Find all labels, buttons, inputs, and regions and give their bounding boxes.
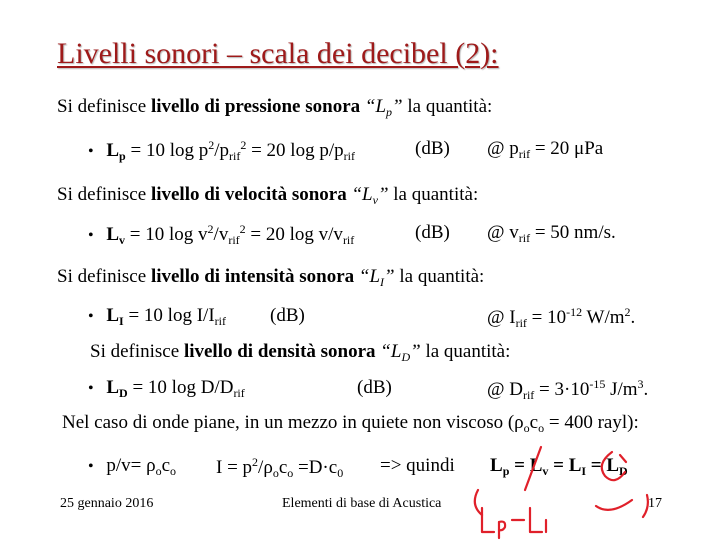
bullet-icon: • xyxy=(88,143,94,160)
intro-intensity: Si definisce livello di intensità sonora “$L_I$” la quantità: xyxy=(57,266,485,289)
therefore-text: => quindi xyxy=(380,455,455,476)
intensity-relation: $I = p^2/\rho_oc_o =D\cdot c_0$ xyxy=(216,455,344,480)
footer-date: 25 gennaio 2016 xyxy=(60,496,154,511)
ref-intensity: @ $I_{rif} = 10^{-12}$ $W/m^2$. xyxy=(487,305,636,330)
intro-pressure: Si definisce livello di pressione sonora “$L_p$” la quantità: xyxy=(57,96,493,119)
bullet-icon: • xyxy=(88,308,94,325)
ref-pressure: @ $p_{rif} = 20$ μPa xyxy=(487,138,604,161)
levels-equality: $L_p = L_v = L_I = L_D$ xyxy=(490,455,628,478)
unit-pressure: (dB) xyxy=(415,138,450,159)
formula-velocity: • $L_v = 10$ $\log v^2/v_{rif}^2 = 20$ $\log v/v_{rif}$ xyxy=(88,222,355,247)
page-number: 17 xyxy=(648,496,662,511)
formula-pressure: • $L_p = 10$ $\log p^2/p_{rif}^2 = 20$ $\log p/p_{rif}$ xyxy=(88,138,355,163)
unit-intensity: (dB) xyxy=(270,305,305,326)
final-relations: • $p/v= \rho_oc_o$ xyxy=(88,455,177,478)
formula-intensity: • $L_I = 10$ $\log I/I_{rif}$ xyxy=(88,305,226,328)
unit-velocity: (dB) xyxy=(415,222,450,243)
bullet-icon: • xyxy=(88,458,94,475)
formula-density: • $L_D = 10$ $\log D/D_{rif}$ xyxy=(88,377,245,400)
intro-density: Si definisce livello di densità sonora “$L_D$” la quantità: xyxy=(90,341,511,364)
unit-density: (dB) xyxy=(357,377,392,398)
bullet-icon: • xyxy=(88,227,94,244)
plane-wave-text: Nel caso di onde piane, in un mezzo in quiete non viscoso ($\rho_oc_o = 400$ rayl): xyxy=(62,412,639,435)
footer-center: Elementi di base di Acustica xyxy=(282,496,442,511)
ref-density: @ $D_{rif} = 3\cdot 10^{-15}$ $J/m^3$. xyxy=(487,377,649,402)
intro-velocity: Si definisce livello di velocità sonora “$L_v$” la quantità: xyxy=(57,184,479,207)
bullet-icon: • xyxy=(88,380,94,397)
slide-title: Livelli sonori – scala dei decibel (2): xyxy=(57,37,499,70)
ref-velocity: @ $v_{rif} = 50$ nm/s. xyxy=(487,222,616,245)
